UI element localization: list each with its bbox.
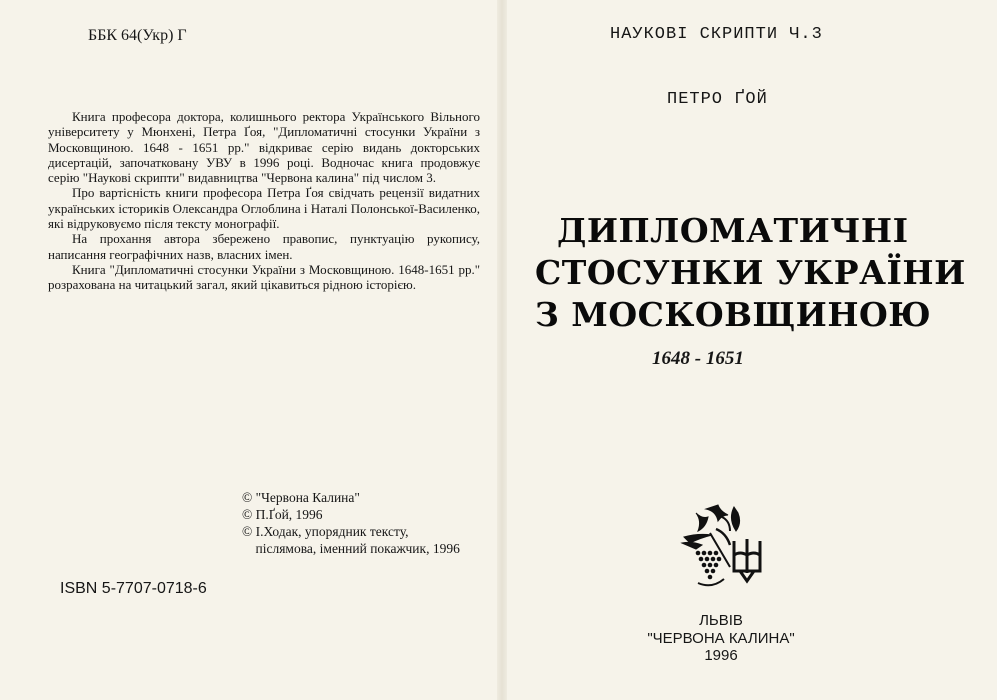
- bbk-classification: ББК 64(Укр) Г: [88, 27, 187, 44]
- copyright-line: © І.Ходак, упорядник тексту,: [242, 524, 409, 539]
- book-title: [535, 210, 966, 336]
- book-annotation: [48, 109, 480, 293]
- title-line: СТОСУНКИ УКРАЇНИ: [535, 253, 966, 292]
- copyright-line: © "Червона Калина": [242, 490, 360, 505]
- isbn-number: ISBN 5-7707-0718-6: [60, 580, 207, 597]
- annotation-paragraph: На прохання автора збережено правопис, пунктуацію рукопису, написання географічних назв, власних імен.: [48, 231, 480, 262]
- title-line: З МОСКОВЩИНОЮ: [535, 295, 932, 334]
- years-range: 1648 - 1651: [652, 348, 744, 369]
- imprint-year: 1996: [704, 647, 738, 664]
- book-gutter: [497, 0, 507, 700]
- series-title: НАУКОВІ СКРИПТИ Ч.3: [610, 25, 823, 44]
- copyright-line: післямова, іменний покажчик, 1996: [242, 541, 460, 556]
- annotation-paragraph: Про вартісність книги професора Петра Ґоя свідчать рецензії видатних українських істориків Олександра Оглоблина і Наталі Полонської-Василенко, які відруковуємо після тексту монографії.: [48, 185, 480, 232]
- annotation-paragraph: Книга професора доктора, колишнього ректора Українського Вільного університету у Мюнхені, Петра Ґоя, "Дипломатичні стосунки України з Московщиною. 1648 - 1651 рр." відкриває серію видань докторських дисертацій, започатковану УВУ в 1996 році. Водночас книга продовжує серію "Наукові скрипти" видавництва "Червона калина" під числом 3.: [48, 109, 480, 186]
- copyright-notices: [242, 489, 460, 557]
- copyright-line: © П.Ґой, 1996: [242, 507, 323, 522]
- title-line: ДИПЛОМАТИЧНІ: [557, 211, 909, 250]
- publisher-imprint: [620, 612, 822, 665]
- publisher-logo-icon: [676, 503, 766, 589]
- annotation-paragraph: Книга "Дипломатичні стосунки України з Московщиною. 1648-1651 рр." розрахована на читацький загал, який цікавиться рідною історією.: [48, 261, 480, 293]
- imprint-publisher: "ЧЕРВОНА КАЛИНА": [647, 629, 795, 647]
- imprint-city: ЛЬВІВ: [699, 612, 743, 629]
- author-name: ПЕТРО ҐОЙ: [667, 90, 768, 109]
